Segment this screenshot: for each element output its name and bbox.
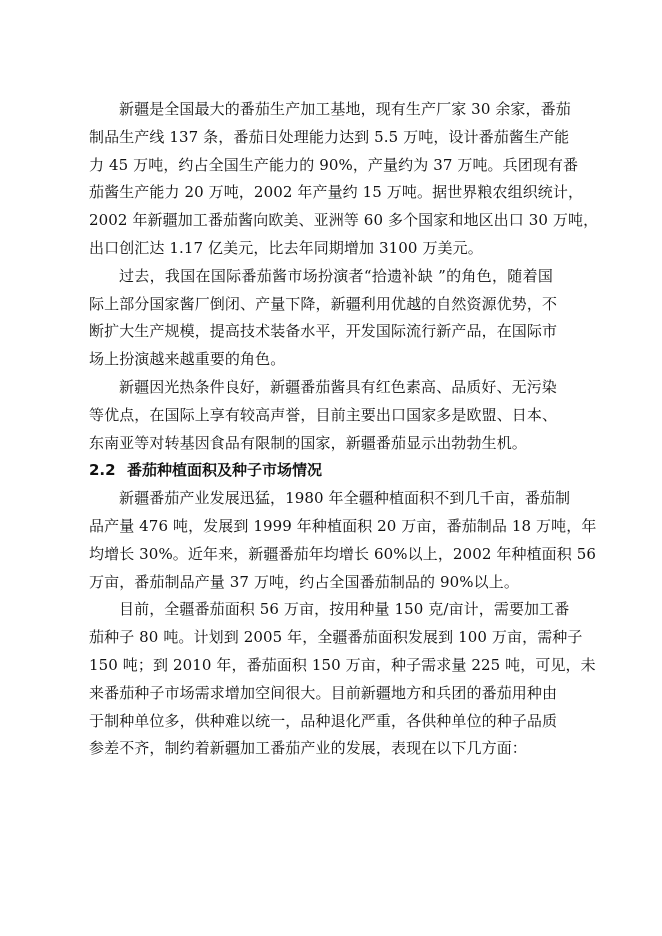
- paragraph-climate-advantage: [89, 374, 558, 457]
- text-line: 茄种子 80 吨。计划到 2005 年，全疆番茄面积发展到 100 万亩，需种子: [89, 628, 583, 647]
- paragraph-international-role: [89, 263, 558, 374]
- text-line: 新疆番茄产业发展迅猛，1980 年全疆种植面积不到几千亩，番茄制: [119, 489, 571, 508]
- text-line: 出口创汇达 1.17 亿美元，比去年同期增加 3100 万美元。: [89, 238, 483, 257]
- paragraph-planting-area: [89, 485, 597, 596]
- text-line: 万亩，番茄制品产量 37 万吨，约占全国番茄制品的 90%以上。: [89, 572, 519, 591]
- text-line: 等优点，在国际上享有较高声誉，目前主要出口国家多是欧盟、日本、: [89, 405, 558, 424]
- text-line: 目前，全疆番茄面积 56 万亩，按用种量 150 克/亩计，需要加工番: [119, 600, 570, 619]
- text-line: 东南亚等对转基因食品有限制的国家，新疆番茄显示出勃勃生机。: [89, 433, 527, 452]
- text-line: 际上部分国家酱厂倒闭、产量下降，新疆利用优越的自然资源优势，不: [89, 294, 558, 313]
- text-line: 来番茄种子市场需求增加空间很大。目前新疆地方和兵团的番茄用种由: [89, 683, 558, 702]
- text-line: 150 吨；到 2010 年，番茄面积 150 万亩，种子需求量 225 吨，可见，未: [89, 655, 596, 674]
- text-line: 2002 年新疆加工番茄酱向欧美、亚洲等 60 多个国家和地区出口 30 万吨，: [89, 211, 599, 230]
- text-line: 茄酱生产能力 20 万吨，2002 年产量约 15 万吨。据世界粮农组织统计，: [89, 183, 584, 202]
- text-line: 参差不齐，制约着新疆加工番茄产业的发展，表现在以下几方面：: [89, 739, 527, 758]
- text-line: 品产量 476 吨，发展到 1999 年种植面积 20 万亩，番茄制品 18 万吨，年: [89, 516, 597, 535]
- text-line: 均增长 30%。近年来，新疆番茄年均增长 60%以上，2002 年种植面积 56: [89, 544, 597, 563]
- paragraph-xinjiang-production: [89, 96, 599, 263]
- text-line: 于制种单位多，供种难以统一，品种退化严重，各供种单位的种子品质: [89, 711, 558, 730]
- text-line: 新疆是全国最大的番茄生产加工基地，现有生产厂家 30 余家，番茄: [119, 100, 571, 118]
- text-line: 断扩大生产规模，提高技术装备水平，开发国际流行新产品，在国际市: [89, 322, 558, 341]
- section-heading: [89, 457, 553, 485]
- section-title: 番茄种植面积及种子市场情况: [127, 461, 323, 480]
- text-line: 新疆因光热条件良好，新疆番茄酱具有红色素高、品质好、无污染: [119, 377, 557, 396]
- text-line: 力 45 万吨，约占全国生产能力的 90%，产量约为 37 万吨。兵团现有番: [89, 155, 579, 174]
- text-line: 场上扮演越来越重要的角色。: [89, 350, 286, 369]
- text-line: 制品生产线 137 条，番茄日处理能力达到 5.5 万吨，设计番茄酱生产能: [89, 127, 570, 146]
- section-number: 2.2: [89, 461, 116, 480]
- text-line: 过去，我国在国际番茄酱市场扮演者“拾遗补缺 ”的角色，随着国: [119, 266, 553, 285]
- paragraph-seed-market: [89, 596, 596, 763]
- document-body: [89, 96, 599, 763]
